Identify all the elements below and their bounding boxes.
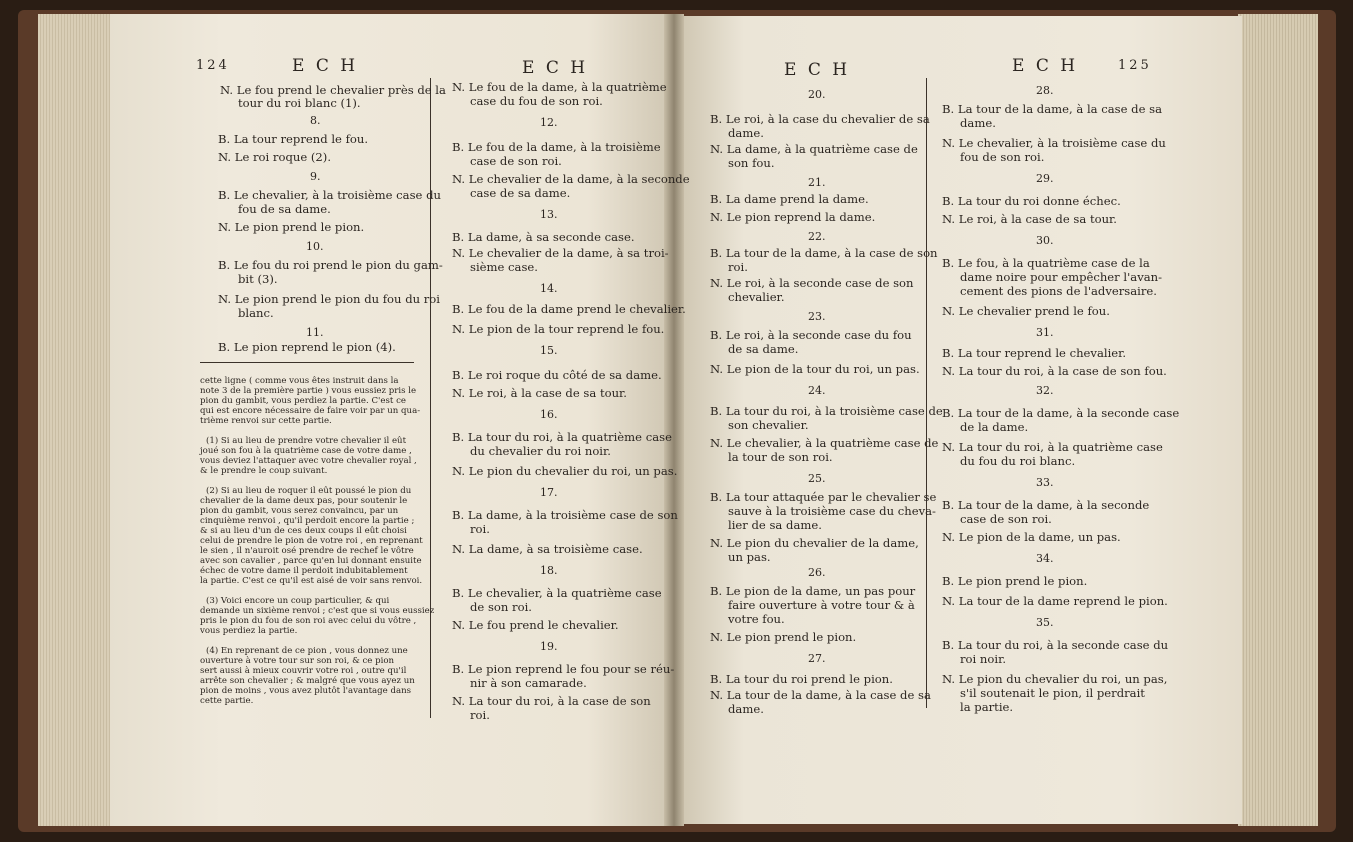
footnote-line: le sien , il n'auroit osé prendre de rechef le vôtre: [200, 546, 414, 556]
move-number: 28.: [1036, 84, 1054, 97]
move-line: B. Le pion prend le pion.: [942, 574, 1088, 588]
right-running-head-left: E C H: [784, 60, 851, 80]
move-line: case de son roi.: [470, 154, 562, 168]
move-line: fou de son roi.: [960, 150, 1045, 164]
footnote-line: qui est encore nécessaire de faire voir par un qua-: [200, 406, 421, 416]
move-number: 12.: [540, 116, 558, 129]
move-number: 24.: [808, 384, 826, 397]
left-running-head: E C H: [292, 56, 359, 76]
move-line: B. La dame prend la dame.: [710, 192, 869, 206]
move-number: 13.: [540, 208, 558, 221]
move-line: son fou.: [728, 156, 775, 170]
move-line: B. Le roi roque du côté de sa dame.: [452, 368, 662, 382]
move-line: B. La tour du roi prend le pion.: [710, 672, 893, 686]
move-line: de son roi.: [470, 600, 532, 614]
move-number: 8.: [310, 114, 321, 127]
move-number: 15.: [540, 344, 558, 357]
move-line: N. Le chevalier de la dame, à sa troi-: [452, 246, 669, 260]
move-number: 31.: [1036, 326, 1054, 339]
move-line: dame noire pour empêcher l'avan-: [960, 270, 1163, 284]
move-line: dame.: [728, 702, 764, 716]
move-line: B. La dame, à sa seconde case.: [452, 230, 635, 244]
footnote-line: (4) En reprenant de ce pion , vous donnez une: [206, 646, 408, 656]
move-line: la partie.: [960, 700, 1014, 714]
left-column-rule: [430, 78, 431, 718]
move-line: faire ouverture à votre tour & à: [728, 598, 915, 612]
move-line: B. La tour du roi donne échec.: [942, 194, 1121, 208]
move-line: B. Le fou de la dame, à la troisième: [452, 140, 661, 154]
footnote-line: demande un sixième renvoi ; c'est que si vous eussiez: [200, 606, 435, 616]
footnote-line: cette partie.: [200, 696, 254, 706]
move-line: B. La tour du roi, à la seconde case du: [942, 638, 1169, 652]
move-line: de sa dame.: [728, 342, 799, 356]
move-line: B. La tour de la dame, à la seconde: [942, 498, 1150, 512]
move-line: N. Le roi, à la case de sa tour.: [942, 212, 1117, 226]
move-line: N. Le pion prend le pion.: [710, 630, 857, 644]
move-line: s'il soutenait le pion, il perdrait: [960, 686, 1145, 700]
move-line: tour du roi blanc (1).: [238, 96, 361, 110]
move-line: roi noir.: [960, 652, 1007, 666]
move-line: bit (3).: [238, 272, 278, 286]
move-number: 18.: [540, 564, 558, 577]
move-line: lier de sa dame.: [728, 518, 822, 532]
right-running-head-right: E C H: [1012, 56, 1079, 76]
move-line: N. Le pion prend le pion du fou du roi: [218, 292, 440, 306]
move-line: nir à son camarade.: [470, 676, 587, 690]
right-page-edges: [1238, 14, 1318, 826]
move-line: N. La dame, à sa troisième case.: [452, 542, 643, 556]
move-line: dame.: [728, 126, 764, 140]
move-line: N. La tour du roi, à la case de son fou.: [942, 364, 1167, 378]
move-line: N. Le roi roque (2).: [218, 150, 331, 164]
footnote-line: (1) Si au lieu de prendre votre chevalier il eût: [206, 436, 407, 446]
move-number: 22.: [808, 230, 826, 243]
move-number: 20.: [808, 88, 826, 101]
move-line: N. Le fou de la dame, à la quatrième: [452, 80, 667, 94]
move-line: N. Le roi, à la seconde case de son: [710, 276, 914, 290]
move-line: case du fou de son roi.: [470, 94, 603, 108]
move-line: N. Le fou prend le chevalier.: [452, 618, 619, 632]
move-line: B. La tour attaquée par le chevalier se: [710, 490, 937, 504]
move-line: chevalier.: [728, 290, 785, 304]
move-line: votre fou.: [728, 612, 785, 626]
footnote-line: sert aussi à mieux couvrir votre roi , outre qu'il: [200, 666, 407, 676]
footnote-line: la partie. C'est ce qu'il est aisé de voir sans renvoi.: [200, 576, 423, 586]
move-line: B. La tour reprend le fou.: [218, 132, 368, 146]
move-line: N. La dame, à la quatrième case de: [710, 142, 918, 156]
notes-separator: [200, 362, 414, 363]
move-number: 17.: [540, 486, 558, 499]
move-number: 16.: [540, 408, 558, 421]
move-line: fou de sa dame.: [238, 202, 331, 216]
move-number: 21.: [808, 176, 826, 189]
move-line: B. Le chevalier, à la quatrième case: [452, 586, 662, 600]
footnote-line: pion de moins , vous avez plutôt l'avantage dans: [200, 686, 412, 696]
move-number: 14.: [540, 282, 558, 295]
move-line: B. Le roi, à la seconde case du fou: [710, 328, 912, 342]
move-number: 19.: [540, 640, 558, 653]
move-line: case de sa dame.: [470, 186, 571, 200]
move-line: du fou du roi blanc.: [960, 454, 1076, 468]
move-line: N. Le roi, à la case de sa tour.: [452, 386, 627, 400]
move-line: N. Le chevalier, à la troisième case du: [942, 136, 1166, 150]
footnote-line: cinquième renvoi , qu'il perdoit encore la partie ;: [200, 516, 415, 526]
move-line: B. La dame, à la troisième case de son: [452, 508, 678, 522]
move-number: 33.: [1036, 476, 1054, 489]
footnote-line: note 3 de la première partie ) vous eussiez pris le: [200, 386, 417, 396]
move-line: B. Le pion de la dame, un pas pour: [710, 584, 916, 598]
footnote-line: (2) Si au lieu de roquer il eût poussé le pion du: [206, 486, 412, 496]
move-line: son chevalier.: [728, 418, 809, 432]
move-line: B. La tour du roi, à la quatrième case: [452, 430, 672, 444]
move-number: 11.: [306, 326, 324, 339]
move-line: B. Le roi, à la case du chevalier de sa: [710, 112, 930, 126]
move-line: N. La tour de la dame reprend le pion.: [942, 594, 1168, 608]
move-number: 27.: [808, 652, 826, 665]
move-line: blanc.: [238, 306, 274, 320]
left-page-number: 124: [196, 58, 230, 73]
move-line: B. Le chevalier, à la troisième case du: [218, 188, 441, 202]
footnote-line: pris le pion du fou de son roi avec celui du vôtre ,: [200, 616, 417, 626]
move-number: 23.: [808, 310, 826, 323]
footnote-line: arrête son chevalier ; & malgré que vous ayez un: [200, 676, 415, 686]
move-line: N. Le fou prend le chevalier près de la: [220, 83, 446, 97]
move-line: B. La tour reprend le chevalier.: [942, 346, 1127, 360]
footnote-line: & si au lieu d'un de ces deux coups il eût choisi: [200, 526, 407, 536]
move-line: B. Le fou du roi prend le pion du gam-: [218, 258, 443, 272]
footnote-line: trième renvoi sur cette partie.: [200, 416, 332, 426]
move-line: B. La tour de la dame, à la case de son: [710, 246, 938, 260]
move-line: la tour de son roi.: [728, 450, 833, 464]
move-line: de la dame.: [960, 420, 1029, 434]
move-line: N. Le pion du chevalier du roi, un pas.: [452, 464, 678, 478]
move-line: B. Le fou de la dame prend le chevalier.: [452, 302, 686, 316]
move-number: 10.: [306, 240, 324, 253]
move-line: N. Le chevalier prend le fou.: [942, 304, 1110, 318]
move-line: N. Le chevalier de la dame, à la seconde: [452, 172, 690, 186]
move-number: 29.: [1036, 172, 1054, 185]
move-number: 25.: [808, 472, 826, 485]
right-column-rule: [926, 78, 927, 708]
move-line: B. La tour de la dame, à la seconde case: [942, 406, 1180, 420]
move-line: N. La tour du roi, à la case de son: [452, 694, 651, 708]
move-line: N. Le pion du chevalier de la dame,: [710, 536, 919, 550]
footnote-line: ouverture à votre tour sur son roi, & ce pion: [200, 656, 395, 666]
footnote-line: échec de votre dame il perdoit indubitablement: [200, 566, 408, 576]
footnote-line: & le prendre le coup suivant.: [200, 466, 328, 476]
move-line: B. Le pion reprend le fou pour se réu-: [452, 662, 675, 676]
right-page-number: 125: [1118, 58, 1152, 73]
move-number: 32.: [1036, 384, 1054, 397]
footnote-line: chevalier de la dame deux pas, pour soutenir le: [200, 496, 408, 506]
footnote-line: avec son cavalier , parce qu'en lui donnant ensuite: [200, 556, 422, 566]
move-line: dame.: [960, 116, 996, 130]
move-line: B. Le fou, à la quatrième case de la: [942, 256, 1150, 270]
move-line: N. Le pion de la tour reprend le fou.: [452, 322, 665, 336]
footnote-line: cette ligne ( comme vous êtes instruit dans la: [200, 376, 399, 386]
move-number: 9.: [310, 170, 321, 183]
move-number: 35.: [1036, 616, 1054, 629]
move-line: un pas.: [728, 550, 771, 564]
move-line: N. Le pion prend le pion.: [218, 220, 365, 234]
footnote-line: pion du gambit, vous perdiez la partie. C'est ce: [200, 396, 406, 406]
move-line: sauve à la troisième case du cheva-: [728, 504, 936, 518]
move-number: 34.: [1036, 552, 1054, 565]
move-line: B. Le pion reprend le pion (4).: [218, 340, 396, 354]
move-line: sième case.: [470, 260, 538, 274]
move-line: du chevalier du roi noir.: [470, 444, 611, 458]
footnote-line: vous perdiez la partie.: [200, 626, 298, 636]
move-line: cement des pions de l'adversaire.: [960, 284, 1157, 298]
move-number: 26.: [808, 566, 826, 579]
move-line: B. La tour du roi, à la troisième case de: [710, 404, 943, 418]
move-line: roi.: [470, 708, 490, 722]
footnote-line: pion du gambit, vous serez convaincu, par un: [200, 506, 399, 516]
move-line: N. Le pion de la tour du roi, un pas.: [710, 362, 920, 376]
move-number: 30.: [1036, 234, 1054, 247]
move-line: N. Le pion du chevalier du roi, un pas,: [942, 672, 1168, 686]
move-line: roi.: [728, 260, 748, 274]
running-head: E C H: [522, 58, 589, 78]
move-line: N. Le chevalier, à la quatrième case de: [710, 436, 939, 450]
move-line: roi.: [470, 522, 490, 536]
footnote-line: vous deviez l'attaquer avec votre chevalier royal ,: [200, 456, 417, 466]
move-line: case de son roi.: [960, 512, 1052, 526]
left-page-edges: [38, 14, 118, 826]
move-line: N. Le pion de la dame, un pas.: [942, 530, 1121, 544]
footnote-line: celui de prendre le pion de votre roi , en reprenant: [200, 536, 423, 546]
book-gutter: [664, 14, 684, 826]
move-line: N. La tour de la dame, à la case de sa: [710, 688, 931, 702]
move-line: N. La tour du roi, à la quatrième case: [942, 440, 1163, 454]
footnote-line: joué son fou à la quatrième case de votre dame ,: [200, 446, 412, 456]
move-line: B. La tour de la dame, à la case de sa: [942, 102, 1162, 116]
move-line: N. Le pion reprend la dame.: [710, 210, 876, 224]
footnote-line: (3) Voici encore un coup particulier, & qui: [206, 596, 390, 606]
